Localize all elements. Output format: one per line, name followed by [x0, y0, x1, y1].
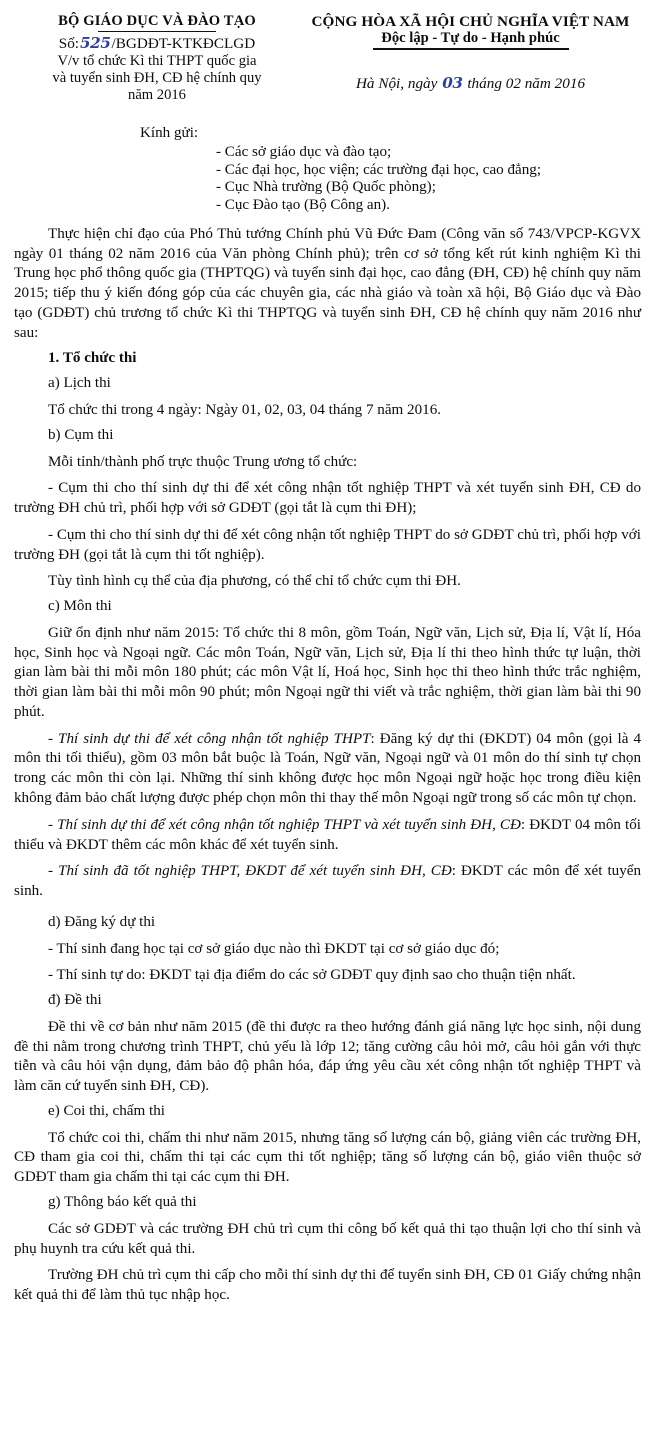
bullet-3-italic-lead: - Thí sinh đã tốt nghiệp THPT, ĐKDT để xét tuyển sinh ĐH, CĐ [48, 863, 452, 880]
bullet-2-italic-lead: - Thí sinh dự thi để xét công nhận tốt nghiệp THPT và xét tuyển sinh ĐH, CĐ [48, 816, 521, 833]
subject-line-3-text: năm 2016 [128, 86, 186, 103]
place-date-prefix: Hà Nội, ngày [355, 74, 438, 92]
subsection-c-text: Giữ ổn định như năm 2015: Tổ chức thi 8 môn, gồm Toán, Ngữ văn, Lịch sử, Địa lí, Vật lí, Hóa học, Sinh học và Ngoại ngữ. Các môn Toán, Ngữ văn, Lịch sử, Địa lí thi theo hình thức tự luận, thời gian làm bài thi mỗi môn 180 phút; các môn Vật lí, Hoá học, Sinh học thi theo hình thức trắc nghiệm, thời gian làm bài thi mỗi môn 90 phút; môn Ngoại ngữ thi viết và trắc nghiệm, thời gian làm bài thi 90 phút. [14, 624, 641, 720]
subsection-d-item-1: - Thí sinh đang học tại cơ sở giáo dục nào thì ĐKDT tại cơ sở giáo dục đó; [48, 940, 500, 957]
document-subject-line-2 [14, 70, 300, 87]
date-day-handwritten: 03 [442, 73, 463, 92]
list-item: - Cục Nhà trường (Bộ Quốc phòng); [216, 179, 436, 196]
list-item: - Các đại học, học viện; các trường đại học, cao đẳng; [216, 161, 542, 178]
subsection-c-bullet-3 [14, 862, 641, 902]
document-subject-line-3 [14, 87, 300, 104]
bullet-1-rest: : Đăng ký dự thi (ĐKDT) 04 môn (gọi là 4 môn thi tối thiểu), gồm 03 môn bắt buộc là Toán, Ngữ văn, Ngoại ngữ và 01 môn do thí sinh tự chọn trong các môn thi còn lại. Những thí sinh không được học môn Ngoại ngữ hoặc học trong điều kiện không đảm bảo chất lượng được phép chọn môn thi thay thế môn Ngoại ngữ trong số các môn tự chọn. [14, 730, 642, 806]
subsection-g-heading: g) Thông báo kết quả thi [48, 1194, 197, 1210]
place-date-suffix: tháng 02 năm 2016 [467, 74, 586, 92]
subsection-a-text: Tổ chức thi trong 4 ngày: Ngày 01, 02, 03, 04 tháng 7 năm 2016. [48, 401, 442, 418]
issuing-authority-block [14, 14, 300, 104]
subsection-c-heading: c) Môn thi [48, 598, 112, 615]
motto-wrap [300, 29, 641, 46]
subject-line-2-text: và tuyển sinh ĐH, CĐ hệ chính quy [52, 69, 262, 86]
addressee-block [0, 126, 655, 213]
recipient-list [0, 145, 655, 213]
subsection-c-bullet-2 [14, 816, 641, 856]
place-and-date [300, 73, 641, 92]
subsection-b-item-2: - Cụm thi cho thí sinh dự thi để xét công nhận tốt nghiệp THPT do sở GDĐT chủ trì, phối hợp với trường ĐH (gọi tắt là cụm thi tốt nghiệp). [14, 526, 641, 563]
salutation: Kính gửi: [140, 124, 199, 141]
subsection-b-item-3: Tùy tình hình cụ thể của địa phương, có thể chỉ tổ chức cụm thi ĐH. [48, 573, 461, 590]
list-item: - Cục Đào tạo (Bộ Công an). [216, 196, 390, 213]
document-header [0, 0, 655, 104]
document-number-label: Số: [58, 35, 80, 53]
document-body [0, 213, 655, 1306]
subsection-d-heading: d) Đăng ký dự thi [48, 913, 156, 930]
motto-underline-rule [373, 48, 569, 49]
subject-line-1: V/v tổ chức Kì thi THPT quốc gia [57, 52, 257, 69]
document-subject [14, 53, 300, 70]
subsection-dd-text: Đề thi về cơ bản như năm 2015 (đề thi được ra theo hướng đánh giá năng lực học sinh, nội dung đề thi nằm trong chương trình THPT, chủ yếu là lớp 12; tăng cường câu hỏi mở, câu hỏi gắn với thực tiễn và câu hỏi vận dụng, đảm bảo độ phân hóa, đáp ứng yêu cầu xét công nhận tốt nghiệp THPT và làm căn cứ tuyển sinh ĐH, CĐ). [14, 1018, 641, 1095]
national-heading-block [300, 14, 641, 91]
subsection-d-item-2: - Thí sinh tự do: ĐKDT tại địa điểm do các sở GDĐT quy định sao cho thuận tiện nhất. [48, 967, 576, 984]
spacer [14, 213, 641, 225]
subsection-c-bullet-1 [14, 730, 641, 809]
document-number-handwritten: 525 [80, 34, 111, 53]
subsection-b-heading: b) Cụm thi [48, 426, 114, 443]
ministry-underline-rule [98, 31, 216, 32]
subsection-g-text-2: Trường ĐH chủ trì cụm thi cấp cho mỗi thí sinh dự thi để tuyển sinh ĐH, CĐ 01 Giấy chứng nhận kết quả thi để làm thủ tục nhập học. [14, 1267, 641, 1304]
intro-paragraph: Thực hiện chỉ đạo của Phó Thủ tướng Chính phủ Vũ Đức Đam (Công văn số 743/VPCP-KGVX ngày 01 tháng 02 năm 2016 của Văn phòng Chính phủ); trên cơ sở tổng kết rút kinh nghiệm Kì thi Trung học phổ thông quốc gia (THPTQG) và tuyển sinh đại học, cao đẳng (ĐH, CĐ) hệ chính quy năm 2015; tiếp thu ý kiến đóng góp của các chuyên gia, các nhà giáo và toàn xã hội, Bộ Giáo dục và Đào tạo (GDĐT) chủ trương tổ chức Kì thi THPTQG và tuyển sinh ĐH, CĐ hệ chính quy năm 2016 như sau: [14, 225, 641, 341]
list-item: - Các sở giáo dục và đào tạo; [216, 143, 392, 160]
subsection-dd-heading: đ) Đề thi [48, 992, 102, 1009]
document-number-line [14, 36, 300, 51]
document-number-suffix: /BGDĐT-KTKĐCLGD [111, 35, 256, 53]
subsection-a-heading: a) Lịch thi [48, 375, 111, 392]
subsection-b-item-1: - Cụm thi cho thí sinh dự thi để xét công nhận tốt nghiệp THPT và xét tuyển sinh ĐH, CĐ do trường ĐH chủ trì, phối hợp với sở GDĐT (gọi tắt là cụm thi ĐH); [14, 480, 641, 517]
section-1-heading: 1. Tổ chức thi [48, 350, 137, 367]
subsection-g-text-1: Các sở GDĐT và các trường ĐH chủ trì cụm thi công bố kết quả thi tạo thuận lợi cho thí sinh và phụ huynh tra cứu kết quả thi. [14, 1220, 641, 1257]
subsection-b-lead: Mỗi tỉnh/thành phố trực thuộc Trung ương tổ chức: [48, 453, 358, 470]
subsection-e-text: Tổ chức coi thi, chấm thi như năm 2015, nhưng tăng số lượng cán bộ, giảng viên các trường ĐH, CĐ tham gia coi thi, chấm thi tại các cụm thi tốt nghiệp; tăng số lượng cán bộ, giáo viên thuộc sở GDĐT tham gia chấm thi tại các cụm thi ĐH. [14, 1129, 641, 1186]
bullet-1-italic-lead: - Thí sinh dự thi để xét công nhận tốt nghiệp THPT [48, 730, 371, 747]
subsection-e-heading: e) Coi thi, chấm thi [48, 1102, 165, 1119]
national-motto: Độc lập - Tự do - Hạnh phúc [381, 30, 560, 47]
country-name: CỘNG HÒA XÃ HỘI CHỦ NGHĨA VIỆT NAM [311, 13, 630, 30]
ministry-name: BỘ GIÁO DỤC VÀ ĐÀO TẠO [58, 13, 256, 29]
spacer [14, 902, 641, 908]
bullet-3-rest: : ĐKDT các môn để xét tuyển sinh. [14, 863, 641, 900]
bullet-2-rest: : ĐKDT 04 môn tối thiểu và ĐKDT thêm các môn khác để xét tuyển sinh. [14, 816, 641, 853]
